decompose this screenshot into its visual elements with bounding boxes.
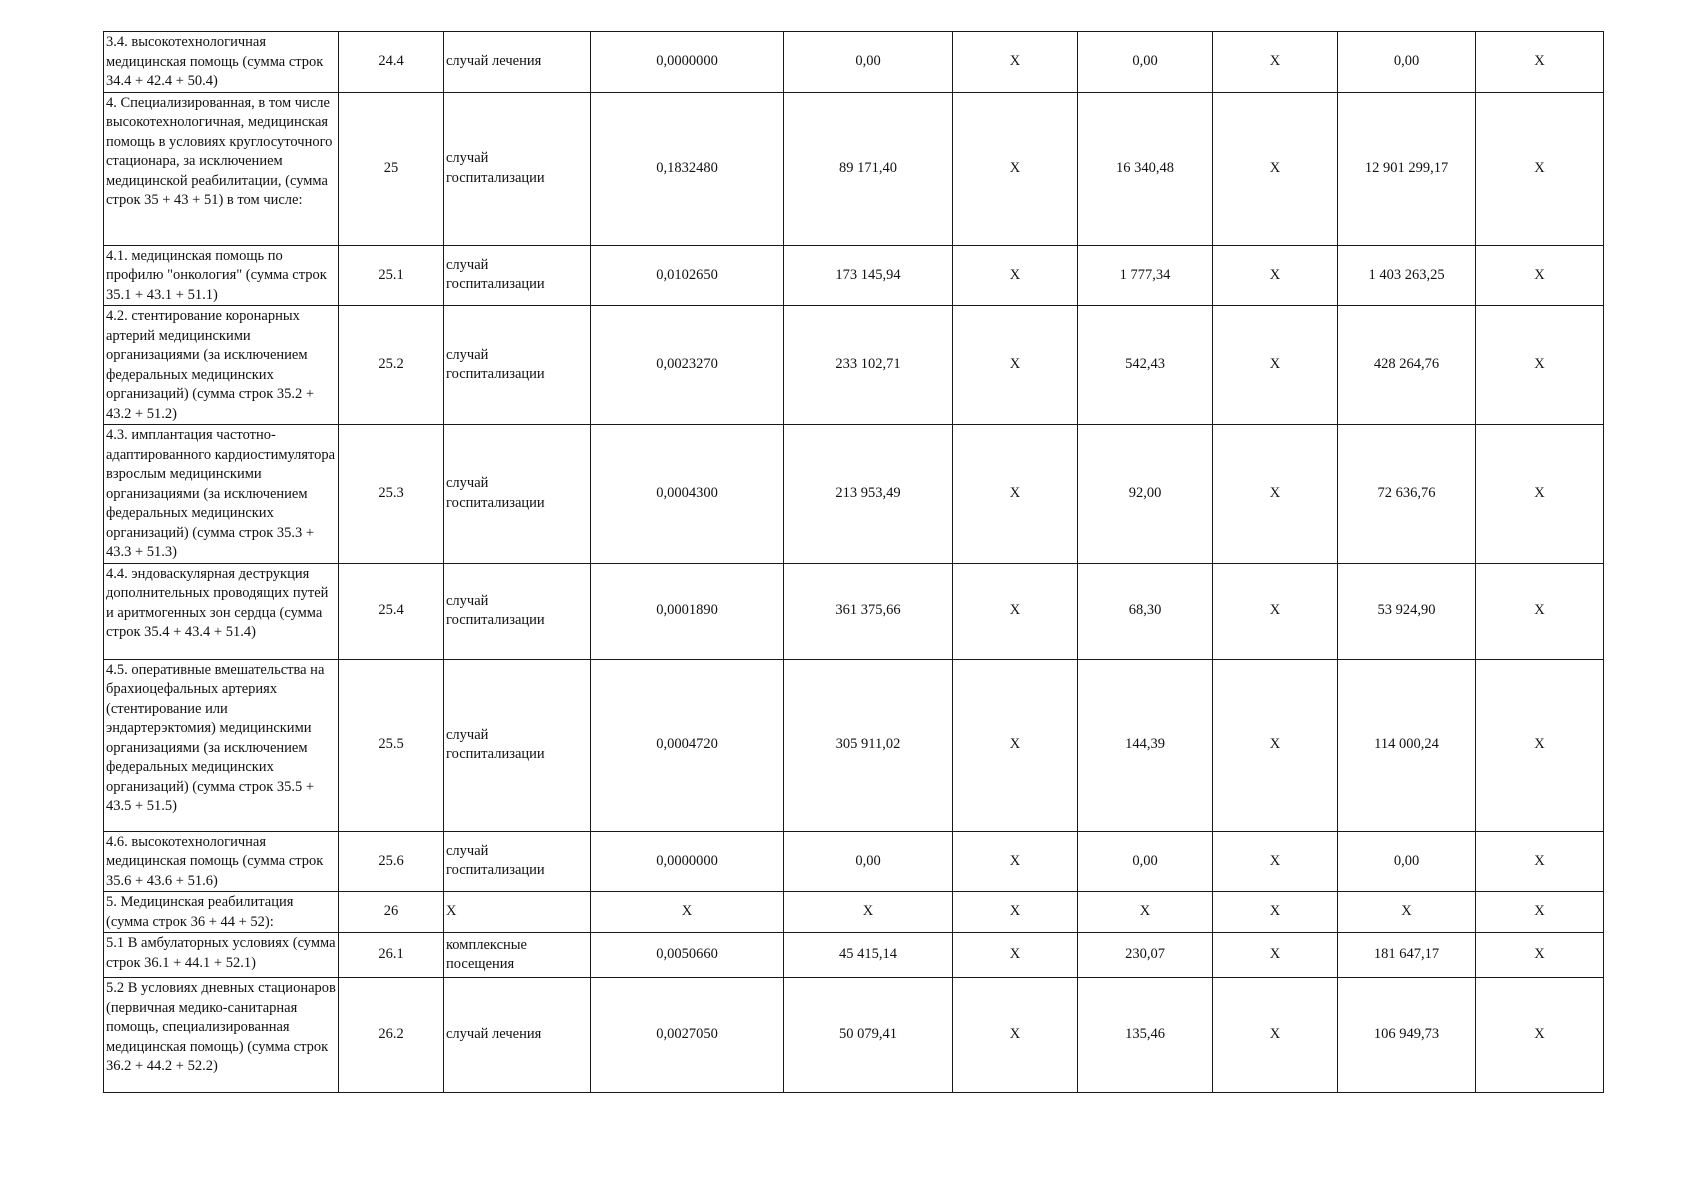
row-name: 3.4. высокотехнологичная медицинская помощь (сумма строк 34.4 + 42.4 + 50.4)	[104, 32, 339, 93]
row-norm-value: 0,0050660	[591, 933, 784, 978]
row-name: 5.2 В условиях дневных стационаров (первичная медико-санитарная помощь, специализированная медицинская помощь) (сумма строк 36.2 + 44.2 + 52.2)	[104, 978, 339, 1093]
row-col8: X	[1213, 892, 1338, 933]
row-col8: X	[1213, 933, 1338, 978]
row-col7: 135,46	[1078, 978, 1213, 1093]
row-cost-value: 213 953,49	[784, 425, 953, 564]
row-unit: случай лечения	[444, 32, 591, 93]
table-row	[104, 831, 1604, 892]
row-col7: 144,39	[1078, 659, 1213, 831]
row-col8: X	[1213, 831, 1338, 892]
row-col6: X	[953, 425, 1078, 564]
row-col8: X	[1213, 563, 1338, 659]
row-col10: X	[1476, 933, 1604, 978]
row-col9: 181 647,17	[1338, 933, 1476, 978]
row-col6: X	[953, 563, 1078, 659]
row-col7: 0,00	[1078, 32, 1213, 93]
row-name: 4.1. медицинская помощь по профилю "онкология" (сумма строк 35.1 + 43.1 + 51.1)	[104, 245, 339, 306]
row-code: 26.2	[339, 978, 444, 1093]
row-cost-value: 50 079,41	[784, 978, 953, 1093]
row-cost-value: 0,00	[784, 831, 953, 892]
row-cost-value: 305 911,02	[784, 659, 953, 831]
row-cost-value: 173 145,94	[784, 245, 953, 306]
table-row	[104, 659, 1604, 831]
row-col9: 106 949,73	[1338, 978, 1476, 1093]
row-col7: 92,00	[1078, 425, 1213, 564]
row-col10: X	[1476, 659, 1604, 831]
row-col8: X	[1213, 92, 1338, 245]
row-code: 25	[339, 92, 444, 245]
row-cost-value: 233 102,71	[784, 306, 953, 425]
row-col9: 1 403 263,25	[1338, 245, 1476, 306]
row-cost-value: 361 375,66	[784, 563, 953, 659]
row-code: 25.6	[339, 831, 444, 892]
row-norm-value: X	[591, 892, 784, 933]
row-code: 25.5	[339, 659, 444, 831]
row-norm-value: 0,0102650	[591, 245, 784, 306]
row-name: 4. Специализированная, в том числе высокотехнологичная, медицинская помощь в условиях круглосуточного стационара, за исключением медицинской реабилитации, (сумма строк 35 + 43 + 51) в том числе:	[104, 92, 339, 245]
row-col6: X	[953, 659, 1078, 831]
row-col8: X	[1213, 978, 1338, 1093]
row-unit: комплексные посещения	[444, 933, 591, 978]
row-col8: X	[1213, 425, 1338, 564]
row-norm-value: 0,0027050	[591, 978, 784, 1093]
row-norm-value: 0,0023270	[591, 306, 784, 425]
row-unit: случай лечения	[444, 978, 591, 1093]
row-col9: 53 924,90	[1338, 563, 1476, 659]
row-col9: 428 264,76	[1338, 306, 1476, 425]
row-col7: 542,43	[1078, 306, 1213, 425]
row-code: 25.3	[339, 425, 444, 564]
row-code: 26	[339, 892, 444, 933]
table-body	[104, 32, 1604, 1093]
row-col7: 0,00	[1078, 831, 1213, 892]
row-col10: X	[1476, 831, 1604, 892]
row-name: 5. Медицинская реабилитация (сумма строк 36 + 44 + 52):	[104, 892, 339, 933]
row-unit: случай госпитализации	[444, 659, 591, 831]
row-col10: X	[1476, 306, 1604, 425]
row-norm-value: 0,0004720	[591, 659, 784, 831]
row-col6: X	[953, 933, 1078, 978]
row-unit: случай госпитализации	[444, 425, 591, 564]
row-col6: X	[953, 892, 1078, 933]
row-col8: X	[1213, 245, 1338, 306]
row-col10: X	[1476, 978, 1604, 1093]
table-row	[104, 425, 1604, 564]
row-unit: случай госпитализации	[444, 245, 591, 306]
row-col10: X	[1476, 892, 1604, 933]
row-name: 5.1 В амбулаторных условиях (сумма строк 36.1 + 44.1 + 52.1)	[104, 933, 339, 978]
tariff-table	[103, 31, 1604, 1093]
row-col9: 12 901 299,17	[1338, 92, 1476, 245]
row-col8: X	[1213, 32, 1338, 93]
row-cost-value: X	[784, 892, 953, 933]
row-col10: X	[1476, 32, 1604, 93]
row-code: 26.1	[339, 933, 444, 978]
row-col7: X	[1078, 892, 1213, 933]
table-row	[104, 306, 1604, 425]
table-row	[104, 933, 1604, 978]
row-code: 25.4	[339, 563, 444, 659]
row-cost-value: 89 171,40	[784, 92, 953, 245]
row-col10: X	[1476, 245, 1604, 306]
row-col9: 72 636,76	[1338, 425, 1476, 564]
row-col7: 68,30	[1078, 563, 1213, 659]
row-col6: X	[953, 978, 1078, 1093]
row-col9: 0,00	[1338, 831, 1476, 892]
row-name: 4.3. имплантация частотно-адаптированного кардиостимулятора взрослым медицинскими организациями (за исключением федеральных медицинских организаций) (сумма строк 35.3 + 43.3 + 51.3)	[104, 425, 339, 564]
row-cost-value: 0,00	[784, 32, 953, 93]
row-name: 4.6. высокотехнологичная медицинская помощь (сумма строк 35.6 + 43.6 + 51.6)	[104, 831, 339, 892]
row-col10: X	[1476, 563, 1604, 659]
table-row	[104, 245, 1604, 306]
row-col9: 0,00	[1338, 32, 1476, 93]
row-col8: X	[1213, 659, 1338, 831]
row-name: 4.2. стентирование коронарных артерий медицинскими организациями (за исключением федеральных медицинских организаций) (сумма строк 35.2 + 43.2 + 51.2)	[104, 306, 339, 425]
row-col6: X	[953, 831, 1078, 892]
row-code: 24.4	[339, 32, 444, 93]
table-row	[104, 563, 1604, 659]
row-col6: X	[953, 92, 1078, 245]
row-col10: X	[1476, 425, 1604, 564]
row-unit: случай госпитализации	[444, 563, 591, 659]
row-norm-value: 0,0001890	[591, 563, 784, 659]
row-code: 25.2	[339, 306, 444, 425]
row-name: 4.4. эндоваскулярная деструкция дополнительных проводящих путей и аритмогенных зон сердца (сумма строк 35.4 + 43.4 + 51.4)	[104, 563, 339, 659]
row-norm-value: 0,0000000	[591, 32, 784, 93]
row-name: 4.5. оперативные вмешательства на брахиоцефальных артериях (стентирование или эндартерэктомия) медицинскими организациями (за исключением федеральных медицинских организаций) (сумма строк 35.5 + 43.5 + 51.5)	[104, 659, 339, 831]
row-col7: 230,07	[1078, 933, 1213, 978]
row-col10: X	[1476, 92, 1604, 245]
row-col7: 16 340,48	[1078, 92, 1213, 245]
row-norm-value: 0,1832480	[591, 92, 784, 245]
table-row	[104, 978, 1604, 1093]
table-row	[104, 892, 1604, 933]
row-cost-value: 45 415,14	[784, 933, 953, 978]
row-col7: 1 777,34	[1078, 245, 1213, 306]
row-unit: случай госпитализации	[444, 306, 591, 425]
row-norm-value: 0,0000000	[591, 831, 784, 892]
table-row	[104, 92, 1604, 245]
row-col6: X	[953, 306, 1078, 425]
row-unit: X	[444, 892, 591, 933]
row-col9: 114 000,24	[1338, 659, 1476, 831]
table-row	[104, 32, 1604, 93]
row-col9: X	[1338, 892, 1476, 933]
row-unit: случай госпитализации	[444, 92, 591, 245]
row-norm-value: 0,0004300	[591, 425, 784, 564]
row-col8: X	[1213, 306, 1338, 425]
row-col6: X	[953, 32, 1078, 93]
row-col6: X	[953, 245, 1078, 306]
row-unit: случай госпитализации	[444, 831, 591, 892]
row-code: 25.1	[339, 245, 444, 306]
